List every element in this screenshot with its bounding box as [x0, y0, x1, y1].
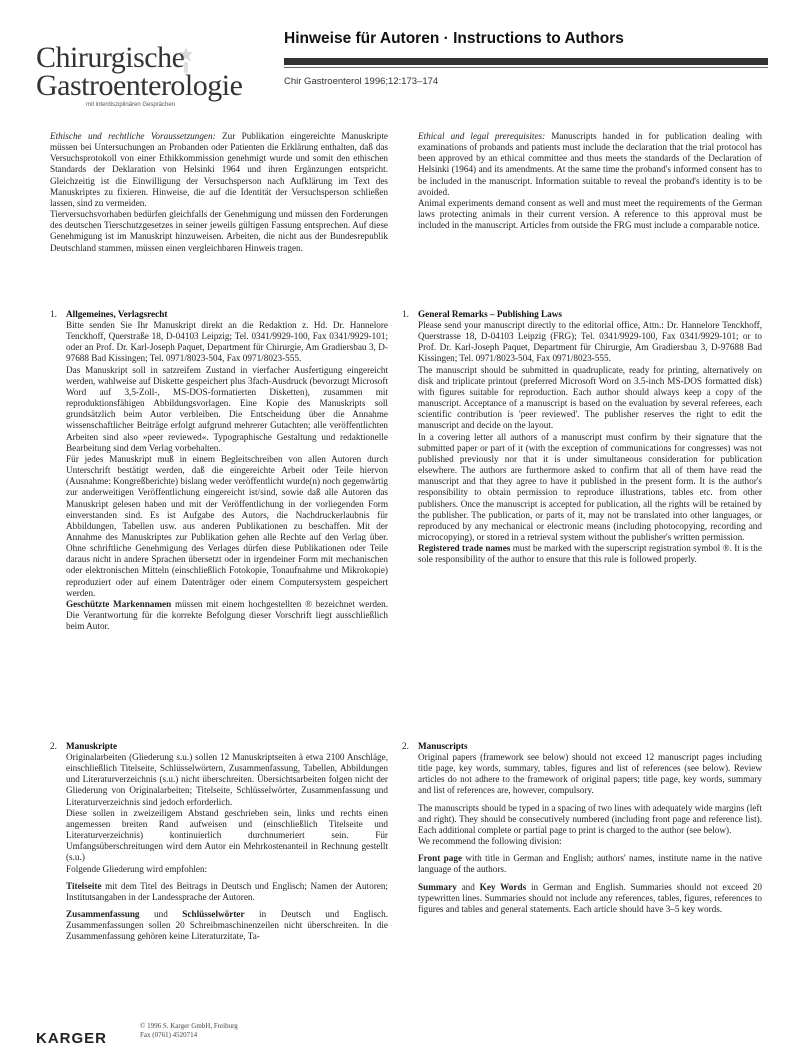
intro-de	[50, 131, 388, 254]
section2-de-p1: Originalarbeiten (Gliederung s.u.) sollen 12 Manuskriptseiten à etwa 2100 Anschläge, einschließlich Titelseite, Schlüsselwörtern, Zusammenfassung, Tabellen, Abbildungen und Literaturverzeichnis (s.u.) nicht überschreiten. Übersichtsarbeiten folgen nicht der Gliederung von Originalarbeiten; Titelseite, Schlüsselwörter, Zusammenfassung und Literaturverzeichnis sind jedoch erforderlich.	[66, 752, 388, 807]
section2-de-zf-text: in Deutsch und Englisch. Zusammenfassungen sollen 20 Schreibmaschinenzeilen nicht überschreiten. In die Zusammenfassung gehören keine Literaturzitate, Ta-	[66, 909, 389, 942]
section1-title-de: Allgemeines, Verlagsrecht	[66, 309, 168, 319]
section2-en-sum-bold1: Summary	[418, 881, 457, 892]
section1-de-tm-bold: Geschützte Markennamen	[66, 598, 172, 609]
section1-number-de: 1.	[50, 309, 57, 319]
section2-en-p3: We recommend the following division:	[418, 836, 562, 847]
section1-de-address: Bitte senden Sie Ihr Manuskript direkt an die Redaktion z. Hd. Dr. Hannelore Tenckhoff, Querstraße 18, D-04103 Leipzig; Tel. 0341/9929-100, Fax 0341/9929-101; oder an Prof. Dr. Karl-Joseph Paquet, Department für Chirurgie, Am Gradiersbau 3, D-97688 Bad Kissingen; Tel. 0971/8023-504, Fax 0971/8023-555.	[66, 320, 388, 364]
section2-de-p2: Diese sollen in zweizeiligem Abstand geschrieben sein, links und rechts einen angemessen breiten Rand aufweisen und (einschließlich Titelseite und Literaturverzeichnis) kontinuierlich durchnumeriert sein. Für Umfangsüberschreitungen wird dem Autor ein Mehrkostenanteil in Rechnung gestellt (s.u.)	[66, 807, 388, 863]
section2-de-ts-text: mit dem Titel des Beitrags in Deutsch und Englisch; Namen der Autoren; Institutsangaben in der Landessprache der Autoren.	[66, 880, 388, 902]
section1-number-en: 1.	[402, 309, 409, 319]
crest-icon	[176, 46, 196, 74]
section2-en-sum-text: in German and English. Summaries should not exceed 20 typewritten lines. Summaries should not include any references, tables, figures, references to figures and tables and general statements. Each article should have 3–5 key words.	[418, 881, 762, 914]
section2-number-en: 2.	[402, 741, 409, 751]
section1-en-tm-bold: Registered trade names	[418, 543, 511, 554]
intro-en-label: Ethical and legal prerequisites:	[418, 131, 546, 141]
section1-en-p2: In a covering letter all authors of a manuscript must confirm by their signature that the submitted paper or part of it (with the exception of communications for congresses) was not published previously nor that it is under simultaneous consideration for publication elsewhere. The authors are furthermore asked to confirm that all of them have read the manuscript and that they agree to have it published in the present form. It is the author's responsibility to obtain permission to reproduce illustrations, tables etc. from other publishers. Once the manuscript is accepted for publication, all the rights will be retained by the publisher. The publication, or parts of it, may not be translated into other languages, or reproduced by any mechanical or electronic means (including photocopying, recording and microcopying), or stored in a retrieval system without the publisher's written permission.	[418, 431, 762, 542]
footer-copyright: © 1996 S. Karger GmbH, Freiburg	[140, 1022, 238, 1030]
section2-en	[418, 752, 762, 915]
journal-tagline: mit interdisziplinären Gesprächen	[86, 102, 176, 108]
intro-de-label: Ethische und rechtliche Voraussetzungen:	[50, 131, 216, 141]
section2-number-de: 2.	[50, 741, 57, 751]
footer-imprint	[140, 1022, 238, 1040]
section2-en-sum-mid: and	[456, 881, 480, 892]
section1-en-p1: The manuscript should be submitted in quadruplicate, ready for printing, alternatively on disk and triplicate printout (preferred Microsoft Word on 3.5-inch MS-DOS formatted disk) with figures suitable for reproduction. Each author should always keep a copy of the manuscript. Acceptance of a manuscript is based on the evaluation by several referees, each scientific contribution is 'peer reviewed'. The publisher reserves the right to edit the manuscript and decide on the layout.	[418, 364, 762, 431]
section1-de-p2: Für jedes Manuskript muß in einem Begleitschreiben von allen Autoren durch Unterschrift bestätigt werden, daß die eingereichte Arbeit oder Teile hiervon (Ausnahme: Kongreßberichte) bislang weder veröffentlicht wurde(n) noch gegenwärtig zur anderweitigen Veröffentlichung eingereicht ist/sind, sowie daß alle Autoren das Manuskript gelesen haben und mit der Veröffentlichung in der vorliegenden Form einverstanden sind. Es ist Aufgabe des Autors, die Nachdruckerlaubnis für Abbildungen, Tabellen usw. aus anderen Publikationen zu beschaffen. Mit der Annahme des Manuskriptes zur Publikation gehen alle Rechte auf den Verlag über. Ohne schriftliche Genehmigung des Verlages dürfen diese Publikationen oder Teile daraus nicht in andere Sprachen übersetzt oder in irgendeiner Form mit mechanischen oder elektronischen Mitteln (einschließlich Fotokopie, Tonaufnahme und Mikrokopie) reproduziert oder auf einem Datenträger oder einem Computersystem gespeichert werden.	[66, 453, 388, 598]
header-rule-thin	[284, 67, 768, 68]
citation: Chir Gastroenterol 1996;12:173–174	[284, 76, 439, 87]
section2-de-zf-bold1: Zusammenfassung	[66, 909, 140, 920]
section2-title-en: Manuscripts	[418, 741, 468, 751]
intro-de-text: Zur Publikation eingereichte Manuskripte müssen bei Untersuchungen an Probanden oder Patienten die Erklärung enthalten, daß das Versuchsprotokoll von einer Ethikkommission genehmigt wurde und somit den ethischen Standards der Deklaration von Helsinki 1964 und ihren Ergänzungen entspricht. Gleichzeitig ist die Einwilligung der Versuchsperson nach Aufklärung im Text des Manuskriptes zu fixieren. Hinweise, die auf die Identität der Versuchsperson schließen lassen, sind zu vermeiden.	[50, 131, 388, 208]
journal-name-line2: Gastroenterologie	[36, 69, 243, 102]
page-title: Hinweise für Autoren · Instructions to Authors	[284, 30, 624, 47]
footer-fax: Fax (0761) 4520714	[140, 1031, 198, 1039]
publisher-logo: KARGER	[36, 1030, 108, 1047]
intro-en-text2: Animal experiments demand consent as well and must meet the requirements of the German laws protecting animals in their current version. A reference to this approval must be included in the manuscript. Articles from outside the FRG must include a comparable notice.	[418, 197, 762, 231]
section2-de-zf-mid: und	[139, 909, 183, 920]
section1-de-p1: Das Manuskript soll in satzreifem Zustand in vierfacher Ausfertigung eingereicht werden, wahlweise auf Diskette gespeichert plus 3fach-Ausdruck (bevorzugt Microsoft Word auf 3,5-Zoll-, MS-DOS-formatierten Disketten), zusammen mit reproduktionsfähigen Abbildungsvorlagen. Eine Kopie des Manuskripts soll grundsätzlich beim Autor verbleiben. Die Entscheidung über die Annahme wissenschaftlicher Beiträge erfolgt aufgrund mehrerer Gutachten; alle veröffentlichten Arbeiten sind also »peer reviewed«. Typographische Gestaltung und redaktionelle Bearbeitung sind dem Verlag vorbehalten.	[66, 364, 388, 453]
section2-en-p1: Original papers (framework see below) should not exceed 12 manuscript pages including title page, key words, summary, tables, figures and list of references (see below). Review articles do not adhere to the framework of original papers; title page, key words, summary and list of references are, however, compulsory.	[418, 752, 762, 796]
section2-en-sum-bold2: Key Words	[479, 881, 527, 892]
intro-en	[418, 131, 762, 231]
section2-de-zf-bold2: Schlüsselwörter	[182, 909, 245, 920]
section1-de-tm-text: müssen mit einem hochgestellten ® bezeichnet werden. Die Verantwortung für die korrekte Befolgung dieser Vorschrift liegt ausschließlich beim Autor.	[66, 598, 388, 632]
journal-logo	[36, 41, 243, 124]
intro-de-text2: Tierversuchsvorhaben bedürfen gleichfalls der Genehmigung und müssen den Forderungen des deutschen Tierschutzgesetzes in seiner jeweils gültigen Fassung entsprechen. Auf diese Genehmigung ist im Manuskript hinzuweisen. Arbeiten, die nicht aus der Bundesrepublik Deutschland stammen, müssen einen vergleichbaren Hinweis tragen.	[50, 209, 388, 253]
section2-en-fp-bold: Front page	[418, 853, 463, 864]
section1-en	[418, 320, 762, 565]
journal-name-line1: Chirurgische	[36, 41, 185, 74]
section1-en-tm-text: must be marked with the superscript registration symbol ®. It is the sole responsibility of the author to ensure that this rule is followed properly.	[418, 543, 762, 565]
section2-de	[66, 752, 388, 943]
section2-de-p3: Folgende Gliederung wird empfohlen:	[66, 863, 208, 874]
header-rule	[284, 58, 768, 65]
section1-en-address: Please send your manuscript directly to the editorial office, Attn.: Dr. Hannelore Tenckhoff, Querstrasse 18, D-04103 Leipzig (FRG); Tel. 0341/9929-100, Fax 0341/9929-101; or to Prof. Dr. Karl-Joseph Paquet, Department für Chirurgie, Am Gradiersbau 3, D-97688 Bad Kissingen; Tel. 0971/8023-504, Fax 0971/8023-555.	[418, 320, 762, 364]
section2-en-p2: The manuscripts should be typed in a spacing of two lines with adequately wide margins (left and right). They should be consecutively numbered (including front page and reference list). Each additional complete or partial page to print is charged to the author (see below).	[418, 802, 762, 835]
section2-en-fp-text: with title in German and English; authors' names, institute name in the native language of the authors.	[418, 853, 762, 875]
section2-de-ts-bold: Titelseite	[66, 880, 102, 891]
section2-title-de: Manuskripte	[66, 741, 118, 751]
section1-de	[66, 320, 388, 632]
section1-title-en: General Remarks – Publishing Laws	[418, 309, 562, 319]
intro-en-text: Manuscripts handed in for publication dealing with examinations of probands and patients must include the declaration that the trial protocol has been approved by an ethical committee and thus meets the standards of the Declaration of Helsinki (1964) and its amendments. At the same time the proband's informed consent has to be included in the manuscript. Information suitable to reveal the proband's identity is to be avoided.	[418, 131, 762, 197]
